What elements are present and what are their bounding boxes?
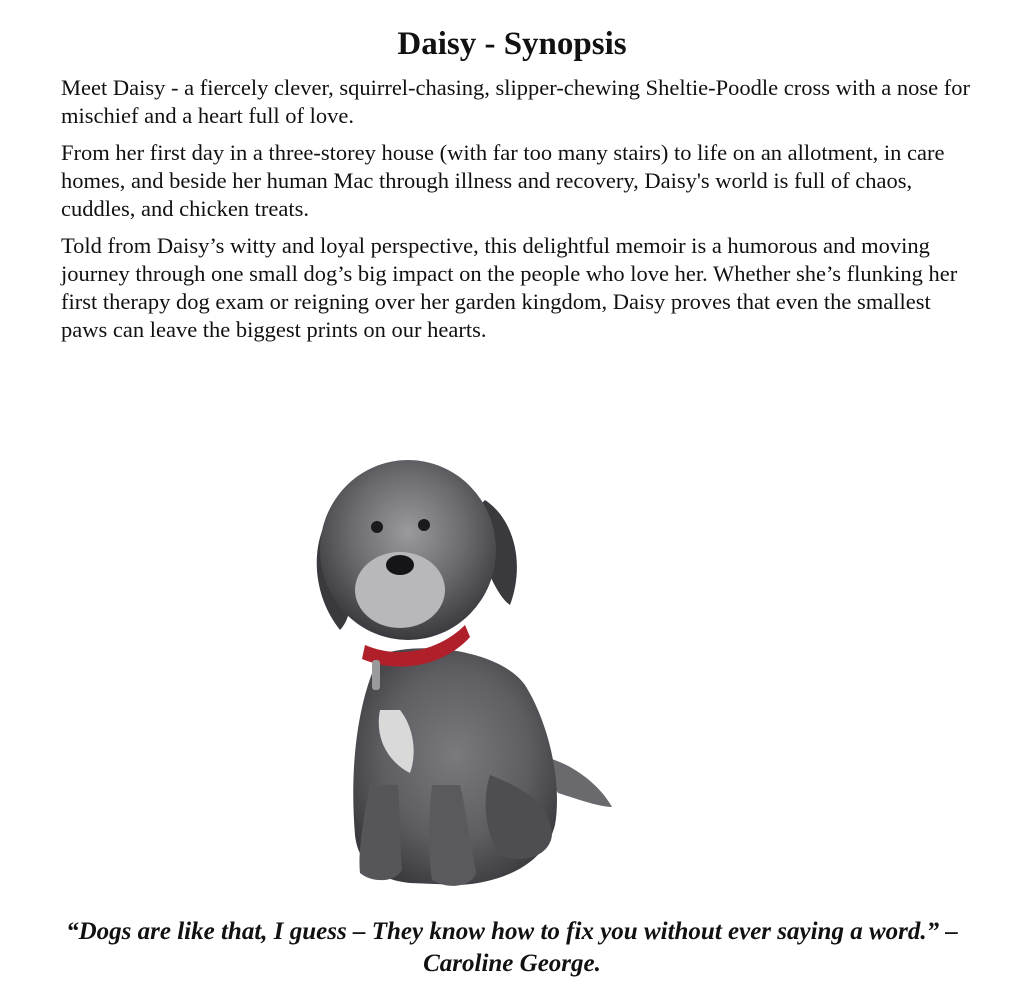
synopsis-paragraph-1: Meet Daisy - a fiercely clever, squirrel-chasing, slipper-chewing Sheltie-Poodle cross with a nose for mischief and a heart full of love. (61, 75, 970, 128)
dog-photo (300, 455, 630, 905)
synopsis-paragraph-3: Told from Daisy’s witty and loyal perspective, this delightful memoir is a humorous and moving journey through one small dog’s big impact on the people who love her. Whether she’s flunking her first therapy dog exam or reigning over her garden kingdom, Daisy proves that even the smallest paws can leave the biggest prints on our hearts. (61, 233, 958, 342)
page-title: Daisy - Synopsis (397, 26, 627, 62)
dog-eye-left (371, 521, 383, 533)
closing-quote: “Dogs are like that, I guess – They know how to fix you without ever saying a word.” – Caroline George. (66, 918, 958, 977)
synopsis-text (61, 74, 971, 353)
dog-eye-right (418, 519, 430, 531)
synopsis-paragraph-2: From her first day in a three-storey house (with far too many stairs) to life on an allotment, in care homes, and beside her human Mac through illness and recovery, Daisy's world is full of chaos, cuddles, and chicken treats. (61, 140, 945, 221)
dog-nose (386, 555, 414, 575)
dog-collar-tag (372, 660, 380, 690)
